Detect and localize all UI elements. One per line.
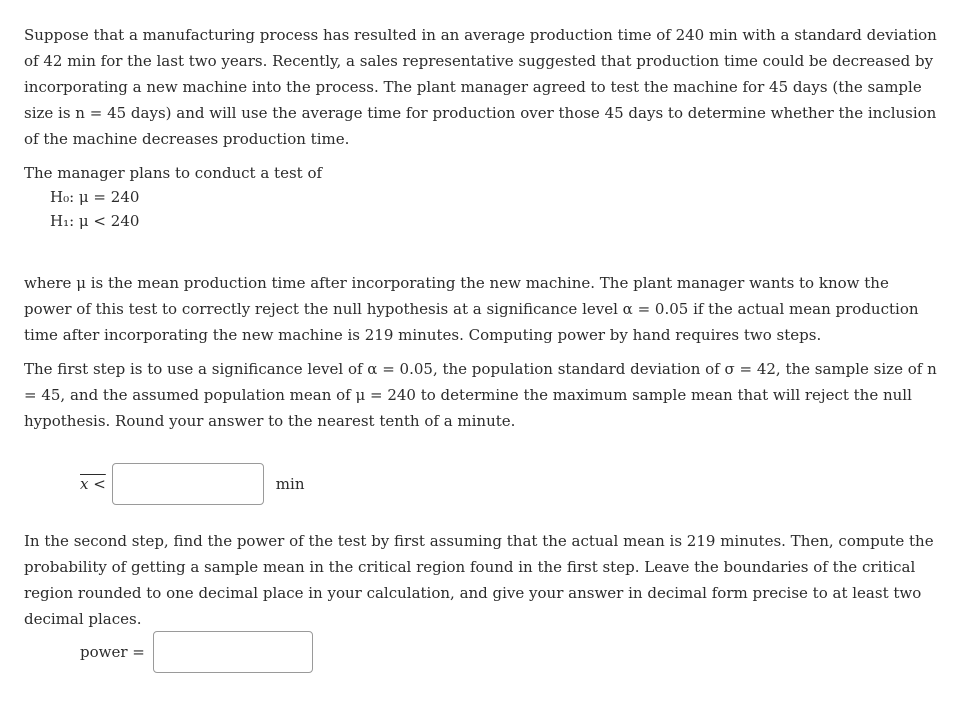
alternative-hypothesis: H₁: μ < 240	[50, 212, 140, 230]
step1-paragraph: The first step is to use a significance level of α = 0.05, the population standard deviation of σ = 42, the sample size of n = 45, and the assumed population mean of μ = 240 to determine the maximum sample mean that will reject the null hypothesis. Round your answer to the nearest tenth of a minute.	[24, 360, 937, 430]
step1-answer-row	[80, 463, 304, 505]
hypotheses-block	[50, 185, 139, 233]
problem-content	[24, 22, 940, 194]
step2-block	[24, 528, 940, 640]
step2-paragraph: In the second step, find the power of the test by first assuming that the actual mean is 219 minutes. Then, compute the probability of getting a sample mean in the critical region found in the first step. Leave the boundaries of the critical region rounded to one decimal place in your calculation, and give your answer in decimal form precise to at least two decimal places.	[24, 532, 934, 628]
intro-paragraph: Suppose that a manufacturing process has resulted in an average production time of 240 min with a standard deviation of 42 min for the last two years. Recently, a sales representative suggested that production time could be decreased by incorporating a new machine into the process. The plant manager agreed to test the machine for 45 days (the sample size is n = 45 days) and will use the average time for production over those 45 days to determine whether the inclusion of the machine decreases production time.	[24, 26, 937, 148]
power-input[interactable]	[153, 631, 313, 673]
critical-value-input[interactable]	[112, 463, 264, 505]
plan-paragraph: The manager plans to conduct a test of	[24, 164, 323, 182]
power-label: power =	[80, 643, 145, 661]
sample-mean-label: x <	[80, 475, 106, 493]
null-hypothesis: H₀: μ = 240	[50, 188, 140, 206]
step2-answer-row	[80, 631, 313, 673]
unit-label: min	[275, 475, 305, 493]
context-paragraph: where μ is the mean production time after incorporating the new machine. The plant manager wants to know the power of this test to correctly reject the null hypothesis at a significance level α = 0.05 if the actual mean production time after incorporating the new machine is 219 minutes. Computing power by hand requires two steps.	[24, 274, 919, 344]
context-block	[24, 270, 940, 442]
